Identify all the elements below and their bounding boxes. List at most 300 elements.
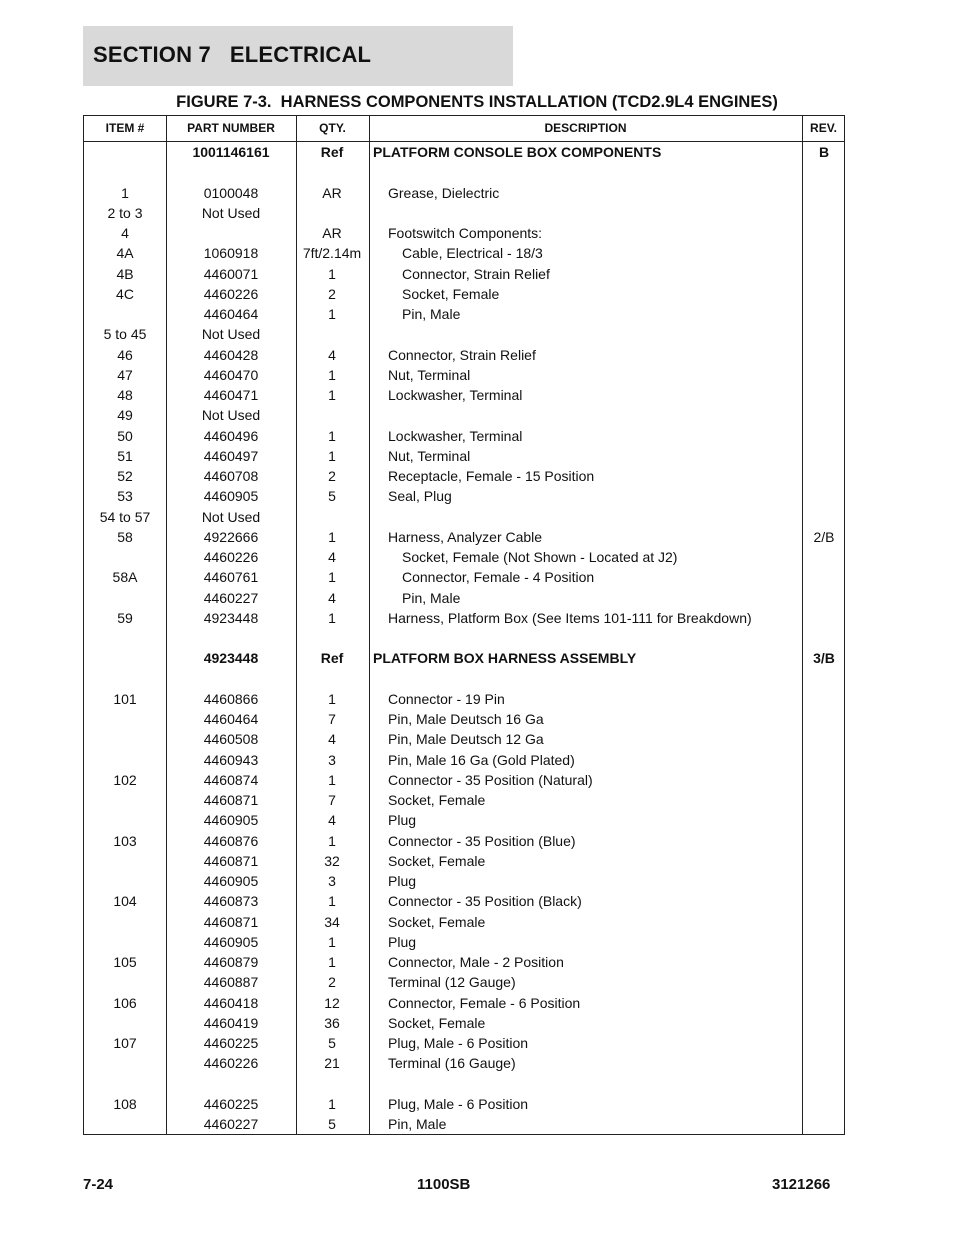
part-number-cell: 1001146161	[192, 144, 270, 160]
qty-cell: 5	[328, 488, 336, 505]
part-number-cell: 4460866	[203, 690, 259, 707]
item-number-cell: 52	[117, 468, 133, 484]
item-number-cell: 103	[113, 832, 137, 849]
table-row	[84, 162, 844, 182]
part-number-cell: 4460227	[203, 1116, 259, 1132]
qty-cell: 4	[328, 589, 336, 606]
table-row	[84, 993, 844, 1013]
part-number-cell: 1060918	[203, 245, 259, 262]
description-cell: Plug	[388, 873, 417, 889]
item-number-cell	[84, 972, 166, 992]
item-number-cell	[84, 709, 166, 729]
table-row	[84, 1094, 844, 1114]
item-number-cell: 4C	[116, 285, 134, 302]
table-row	[84, 1114, 844, 1134]
rev-cell	[803, 871, 845, 891]
qty-cell: 36	[324, 1014, 340, 1031]
part-number-cell: 4460508	[203, 731, 259, 748]
table-body	[84, 142, 844, 1134]
table-row	[84, 486, 844, 506]
table-row	[84, 972, 844, 992]
description-cell: Connector - 19 Pin	[388, 690, 505, 707]
rev-cell	[803, 426, 845, 446]
rev-cell	[803, 1114, 845, 1134]
description-cell: Pin, Male Deutsch 16 Ga	[388, 711, 544, 727]
item-number-cell: 107	[113, 1035, 137, 1051]
item-number-cell: 51	[117, 447, 133, 464]
rev-cell	[803, 608, 845, 628]
description-cell: Connector - 35 Position (Natural)	[388, 771, 593, 788]
item-number-cell	[84, 912, 166, 932]
item-number-cell	[84, 1053, 166, 1073]
item-number-cell: 101	[113, 690, 137, 707]
item-number-cell	[84, 810, 166, 830]
description-cell: Pin, Male	[402, 589, 461, 606]
footer-page-number: 7-24	[83, 1176, 114, 1193]
column-header-rev: REV.	[810, 121, 837, 135]
description-cell: Pin, Male	[388, 1116, 447, 1132]
part-number-cell: 4460905	[203, 933, 259, 950]
qty-cell	[296, 1074, 368, 1094]
rev-cell	[803, 324, 845, 344]
item-number-cell: 4A	[116, 245, 134, 262]
description-cell: Seal, Plug	[388, 488, 452, 505]
part-number-cell	[166, 162, 296, 182]
part-number-cell	[166, 669, 296, 689]
item-number-cell: 102	[113, 771, 137, 788]
rev-cell	[803, 405, 845, 425]
rev-cell	[803, 628, 845, 648]
item-number-cell	[84, 142, 166, 162]
table-row	[84, 1053, 844, 1073]
rev-cell	[803, 345, 845, 365]
table-row	[84, 466, 844, 486]
description-cell	[388, 203, 813, 223]
description-cell: Cable, Electrical - 18/3	[402, 245, 543, 262]
rev-cell	[803, 1053, 845, 1073]
table-row	[84, 608, 844, 628]
table-row	[84, 203, 844, 223]
qty-cell: 3	[328, 873, 336, 889]
rev-cell	[803, 1094, 845, 1114]
description-cell: Connector - 35 Position (Blue)	[388, 832, 576, 849]
description-cell: Connector, Strain Relief	[402, 265, 550, 282]
part-number-cell: 4460226	[203, 549, 259, 565]
qty-cell	[296, 162, 368, 182]
rev-cell	[803, 284, 845, 304]
part-number-cell: Not Used	[201, 508, 261, 525]
table-row	[84, 426, 844, 446]
qty-cell: 2	[328, 285, 336, 302]
description-cell: Nut, Terminal	[388, 366, 471, 383]
table-row	[84, 405, 844, 425]
item-number-cell: 4	[121, 225, 129, 241]
rev-cell	[803, 972, 845, 992]
item-number-cell: 58A	[112, 569, 138, 586]
item-number-cell: 106	[113, 994, 137, 1011]
table-row	[84, 183, 844, 203]
table-row	[84, 729, 844, 749]
qty-cell: 21	[324, 1055, 340, 1072]
qty-cell: 1	[328, 609, 336, 626]
table-row	[84, 304, 844, 324]
qty-cell: 4	[328, 812, 336, 829]
parts-table	[83, 115, 845, 1135]
description-cell: PLATFORM CONSOLE BOX COMPONENTS	[373, 144, 662, 160]
description-cell: Footswitch Components:	[388, 225, 543, 241]
rev-cell	[803, 932, 845, 952]
item-number-cell	[84, 932, 166, 952]
part-number-cell: 4923448	[203, 650, 259, 667]
part-number-cell: 4460496	[203, 427, 259, 444]
description-cell	[388, 628, 813, 648]
table-row	[84, 669, 844, 689]
part-number-cell: Not Used	[201, 326, 261, 343]
description-cell: Lockwasher, Terminal	[388, 427, 523, 444]
part-number-cell	[166, 628, 296, 648]
rev-cell: B	[818, 144, 830, 160]
part-number-cell: 4460226	[203, 285, 259, 302]
qty-cell	[296, 405, 368, 425]
description-cell: Plug	[388, 933, 417, 950]
item-number-cell: 2 to 3	[107, 204, 143, 221]
rev-cell	[803, 790, 845, 810]
rev-cell	[803, 243, 845, 263]
part-number-cell: 4460905	[203, 812, 259, 829]
footer-model: 1100SB	[417, 1176, 471, 1193]
description-cell: Grease, Dielectric	[388, 184, 500, 201]
column-header-description: DESCRIPTION	[544, 121, 627, 135]
part-number-cell: 4460761	[203, 569, 259, 586]
part-number-cell: 4460226	[203, 1055, 259, 1072]
description-cell: Plug, Male - 6 Position	[388, 1035, 529, 1051]
description-cell: Socket, Female	[388, 792, 486, 808]
qty-cell	[296, 324, 368, 344]
table-row	[84, 871, 844, 891]
table-row	[84, 912, 844, 932]
table-row	[84, 264, 844, 284]
qty-cell: AR	[322, 225, 342, 241]
description-cell	[388, 669, 813, 689]
table-row	[84, 952, 844, 972]
table-row	[84, 223, 844, 243]
item-number-cell	[84, 648, 166, 668]
qty-cell	[296, 507, 368, 527]
qty-cell: 3	[328, 751, 336, 768]
qty-cell: 7ft/2.14m	[302, 245, 362, 262]
qty-cell: Ref	[320, 650, 344, 667]
part-number-cell: 4460227	[203, 589, 259, 606]
qty-cell: 4	[328, 346, 336, 363]
description-cell: Connector, Female - 6 Position	[388, 994, 581, 1011]
part-number-cell: Not Used	[201, 407, 261, 424]
qty-cell: 12	[324, 994, 340, 1011]
part-number-cell: 4460879	[203, 954, 259, 970]
rev-cell	[803, 486, 845, 506]
footer-doc-number: 3121266	[772, 1176, 831, 1193]
part-number-cell: 4460225	[203, 1095, 259, 1112]
qty-cell: 7	[328, 792, 336, 808]
rev-cell	[803, 183, 845, 203]
description-cell	[388, 405, 813, 425]
table-row	[84, 1074, 844, 1094]
table-row	[84, 345, 844, 365]
description-cell: Connector, Strain Relief	[388, 346, 536, 363]
description-cell: Nut, Terminal	[388, 447, 471, 464]
qty-cell: 32	[324, 852, 340, 869]
item-number-cell	[84, 851, 166, 871]
item-number-cell	[84, 304, 166, 324]
qty-cell: 4	[328, 731, 336, 748]
description-cell: Socket, Female	[402, 285, 500, 302]
table-row	[84, 142, 844, 162]
table-row	[84, 750, 844, 770]
description-cell: Connector, Female - 4 Position	[402, 569, 595, 586]
qty-cell: 1	[328, 690, 336, 707]
item-number-cell: 48	[117, 387, 133, 403]
qty-cell	[296, 203, 368, 223]
description-cell	[388, 324, 813, 344]
qty-cell: 1	[328, 427, 336, 444]
column-header-qty: QTY.	[319, 121, 346, 135]
part-number-cell	[166, 1074, 296, 1094]
description-cell: Plug, Male - 6 Position	[388, 1095, 529, 1112]
qty-cell: 1	[328, 265, 336, 282]
table-row	[84, 689, 844, 709]
rev-cell	[803, 1013, 845, 1033]
part-number-cell	[166, 223, 296, 243]
rev-cell	[803, 689, 845, 709]
table-row	[84, 648, 844, 668]
item-number-cell: 54 to 57	[99, 508, 151, 525]
item-number-cell: 4B	[116, 265, 134, 282]
description-cell: PLATFORM BOX HARNESS ASSEMBLY	[373, 650, 637, 667]
description-cell: Receptacle, Female - 15 Position	[388, 468, 595, 484]
item-number-cell	[84, 790, 166, 810]
qty-cell: 1	[328, 387, 336, 403]
description-cell: Pin, Male 16 Ga (Gold Plated)	[388, 751, 575, 768]
description-cell: Socket, Female (Not Shown - Located at J2)	[402, 549, 678, 565]
table-row	[84, 770, 844, 790]
description-cell: Lockwasher, Terminal	[388, 387, 523, 403]
column-header-part-number: PART NUMBER	[187, 121, 275, 135]
item-number-cell: 58	[117, 528, 133, 545]
qty-cell: 5	[328, 1116, 336, 1132]
table-row	[84, 324, 844, 344]
item-number-cell: 59	[117, 609, 133, 626]
qty-cell	[296, 669, 368, 689]
description-cell: Terminal (16 Gauge)	[388, 1055, 516, 1072]
description-cell: Connector, Male - 2 Position	[388, 954, 564, 970]
description-cell	[388, 507, 813, 527]
rev-cell	[803, 729, 845, 749]
description-cell: Socket, Female	[388, 913, 486, 930]
table-row	[84, 1013, 844, 1033]
qty-cell: 2	[328, 974, 336, 991]
part-number-cell: 4460497	[203, 447, 259, 464]
qty-cell: 34	[324, 913, 340, 930]
part-number-cell: 4460464	[203, 711, 259, 727]
table-row	[84, 567, 844, 587]
rev-cell	[803, 831, 845, 851]
description-cell: Socket, Female	[388, 852, 486, 869]
rev-cell	[803, 567, 845, 587]
part-number-cell: 4460419	[203, 1014, 259, 1031]
figure-title: FIGURE 7-3. HARNESS COMPONENTS INSTALLATION (TCD2.9L4 ENGINES)	[176, 93, 778, 111]
part-number-cell: 4460708	[203, 468, 259, 484]
table-row	[84, 810, 844, 830]
part-number-cell: 4460871	[203, 913, 259, 930]
item-number-cell	[84, 1114, 166, 1134]
part-number-cell: 4460905	[203, 873, 259, 889]
column-header-item: ITEM #	[105, 121, 145, 135]
table-row	[84, 891, 844, 911]
item-number-cell	[84, 669, 166, 689]
part-number-cell: 4460905	[203, 488, 259, 505]
table-row	[84, 1033, 844, 1053]
qty-cell: 1	[328, 933, 336, 950]
table-row	[84, 243, 844, 263]
table-row	[84, 790, 844, 810]
qty-cell: 1	[328, 832, 336, 849]
part-number-cell: 4460943	[203, 751, 259, 768]
qty-cell: Ref	[320, 144, 344, 160]
part-number-cell: 4460418	[203, 994, 259, 1011]
part-number-cell: 4460871	[203, 852, 259, 869]
table-row	[84, 709, 844, 729]
description-cell: Terminal (12 Gauge)	[388, 974, 516, 991]
part-number-cell: 4460876	[203, 832, 259, 849]
item-number-cell: 105	[113, 954, 137, 970]
rev-cell	[803, 385, 845, 405]
item-number-cell: 1	[121, 184, 129, 201]
item-number-cell	[84, 871, 166, 891]
qty-cell: AR	[322, 184, 342, 201]
rev-cell	[803, 669, 845, 689]
rev-cell	[803, 588, 845, 608]
qty-cell: 1	[328, 1095, 336, 1112]
item-number-cell: 50	[117, 427, 133, 444]
table-row	[84, 527, 844, 547]
item-number-cell	[84, 162, 166, 182]
qty-cell: 4	[328, 549, 336, 565]
item-number-cell: 5 to 45	[103, 326, 147, 343]
part-number-cell: 4460428	[203, 346, 259, 363]
item-number-cell	[84, 547, 166, 567]
qty-cell: 1	[328, 569, 336, 586]
part-number-cell: 4460471	[203, 387, 259, 403]
rev-cell	[803, 770, 845, 790]
item-number-cell	[84, 1013, 166, 1033]
qty-cell: 1	[328, 306, 336, 322]
rev-cell	[803, 466, 845, 486]
qty-cell: 1	[328, 954, 336, 970]
rev-cell	[803, 304, 845, 324]
table-row	[84, 851, 844, 871]
part-number-cell: 4460887	[203, 974, 259, 991]
part-number-cell: 4922666	[203, 528, 259, 545]
item-number-cell	[84, 628, 166, 648]
part-number-cell: Not Used	[201, 204, 261, 221]
table-row	[84, 628, 844, 648]
rev-cell	[803, 507, 845, 527]
part-number-cell: 4460871	[203, 792, 259, 808]
table-row	[84, 385, 844, 405]
rev-cell	[803, 750, 845, 770]
rev-cell: 2/B	[813, 528, 835, 545]
table-row	[84, 932, 844, 952]
item-number-cell: 47	[117, 366, 133, 383]
table-row	[84, 547, 844, 567]
rev-cell	[803, 891, 845, 911]
description-cell: Socket, Female	[388, 1014, 486, 1031]
rev-cell	[803, 709, 845, 729]
part-number-cell: 4460470	[203, 366, 259, 383]
rev-cell	[803, 851, 845, 871]
section-banner	[83, 26, 513, 86]
rev-cell	[803, 203, 845, 223]
table-row	[84, 588, 844, 608]
rev-cell	[803, 162, 845, 182]
qty-cell: 2	[328, 468, 336, 484]
part-number-cell: 4460464	[203, 306, 259, 322]
table-row	[84, 284, 844, 304]
description-cell: Pin, Male Deutsch 12 Ga	[388, 731, 544, 748]
part-number-cell: 4923448	[203, 609, 259, 626]
description-cell	[388, 162, 813, 182]
description-cell: Connector - 35 Position (Black)	[388, 893, 582, 910]
rev-cell	[803, 547, 845, 567]
rev-cell	[803, 912, 845, 932]
qty-cell: 7	[328, 711, 336, 727]
qty-cell: 1	[328, 447, 336, 464]
item-number-cell: 53	[117, 488, 133, 505]
item-number-cell	[84, 588, 166, 608]
part-number-cell: 0100048	[203, 184, 259, 201]
item-number-cell	[84, 1074, 166, 1094]
item-number-cell: 46	[117, 346, 133, 363]
qty-cell: 1	[328, 366, 336, 383]
qty-cell: 1	[328, 771, 336, 788]
qty-cell: 1	[328, 528, 336, 545]
description-cell: Harness, Analyzer Cable	[388, 528, 543, 545]
rev-cell	[803, 223, 845, 243]
rev-cell	[803, 1074, 845, 1094]
section-title: SECTION 7 ELECTRICAL	[93, 42, 372, 67]
rev-cell	[803, 810, 845, 830]
part-number-cell: 4460873	[203, 893, 259, 910]
item-number-cell	[84, 729, 166, 749]
description-cell: Pin, Male	[402, 306, 461, 322]
qty-cell: 5	[328, 1035, 336, 1051]
item-number-cell: 104	[113, 893, 137, 910]
qty-cell: 1	[328, 893, 336, 910]
rev-cell	[803, 365, 845, 385]
rev-cell	[803, 993, 845, 1013]
item-number-cell	[84, 750, 166, 770]
part-number-cell: 4460874	[203, 771, 259, 788]
rev-cell	[803, 952, 845, 972]
table-row	[84, 831, 844, 851]
rev-cell	[803, 1033, 845, 1053]
rev-cell	[803, 264, 845, 284]
part-number-cell: 4460071	[203, 265, 259, 282]
part-number-cell: 4460225	[203, 1035, 259, 1051]
item-number-cell: 108	[113, 1095, 137, 1112]
description-cell	[388, 1074, 813, 1094]
qty-cell	[296, 628, 368, 648]
rev-cell	[803, 446, 845, 466]
